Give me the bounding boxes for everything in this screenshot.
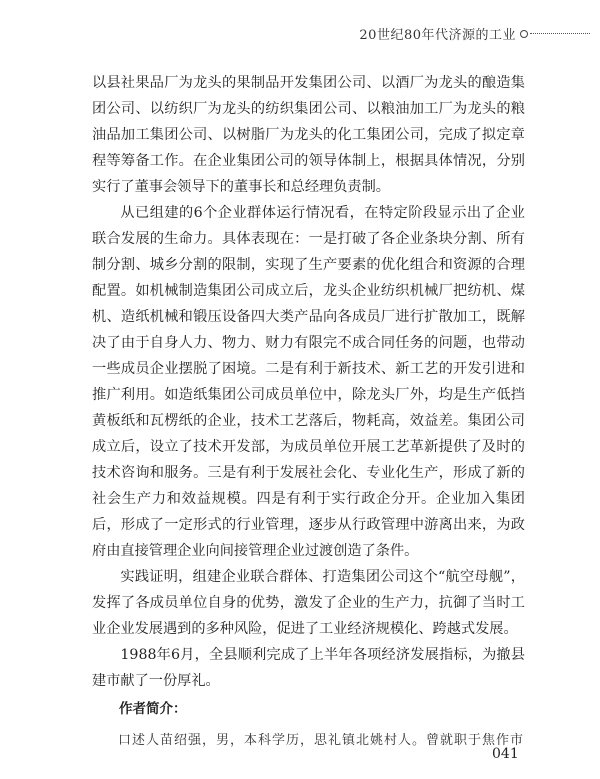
paragraph-1: 以县社果品厂为龙头的果制品开发集团公司、以酒厂为龙头的酿造集团公司、以纺织厂为龙头的纺织集团公司、以粮油加工厂为龙头的粮油品加工集团公司、以树脂厂为龙头的化工集团公司，完成了拟定章程等筹备工作。在企业集团公司的领导体制上，根据具体情况，分别实行了董事会领导下的董事长和总经理负责制。 [92,75,525,195]
header-title: 20世纪80年代济源的工业 [359,28,516,43]
paragraph-4: 1988年6月，全县顺利完成了上半年各项经济发展指标，为撤县建市献了一份厚礼。 [92,647,525,689]
author-bio: 口述人苗绍强，男，本科学历，思礼镇北姚村人。曾就职于焦作市 [118,733,525,748]
header-circle-icon [520,30,528,38]
page-body [92,70,525,754]
running-header [0,24,600,46]
paragraph-2: 从已组建的6个企业群体运行情况看，在特定阶段显示出了企业联合发展的生命力。具体表现在：一是打破了各企业条块分割、所有制分割、城乡分割的限制，实现了生产要素的优化组合和资源的合理配置。如机械制造集团公司成立后，龙头企业纺织机械厂把纺机、煤机、造纸机械和锻压设备四大类产品向各成员厂进行扩散加工，既解决了由于自身人力、物力、财力有限完不成合同任务的问题，也带动一些成员企业摆脱了困境。二是有利于新技术、新工艺的开发引进和推广利用。如造纸集团公司成员单位中，除龙头厂外，均是生产低挡黄板纸和瓦楞纸的企业，技术工艺落后，物耗高，效益差。集团公司成立后，设立了技术开发部，为成员单位开展工艺革新提供了及时的技术咨询和服务。三是有利于发展社会化、专业化生产，形成了新的社会生产力和效益规模。四是有利于实行政企分开。企业加入集团后，形成了一定形式的行业管理，逐步从行政管理中游离出来，为政府由直接管理企业向间接管理企业过渡创造了条件。 [92,205,525,559]
page-number: 041 [492,746,519,762]
header-dotted-leader [530,33,590,34]
paragraph-3: 实践证明，组建企业联合群体、打造集团公司这个“航空母舰”，发挥了各成员单位自身的优势，激发了企业的生产力，抗御了当时工业企业发展遇到的多种风险，促进了工业经济规模化、跨越式发展。 [92,569,525,637]
author-heading: 作者简介： [119,701,187,717]
